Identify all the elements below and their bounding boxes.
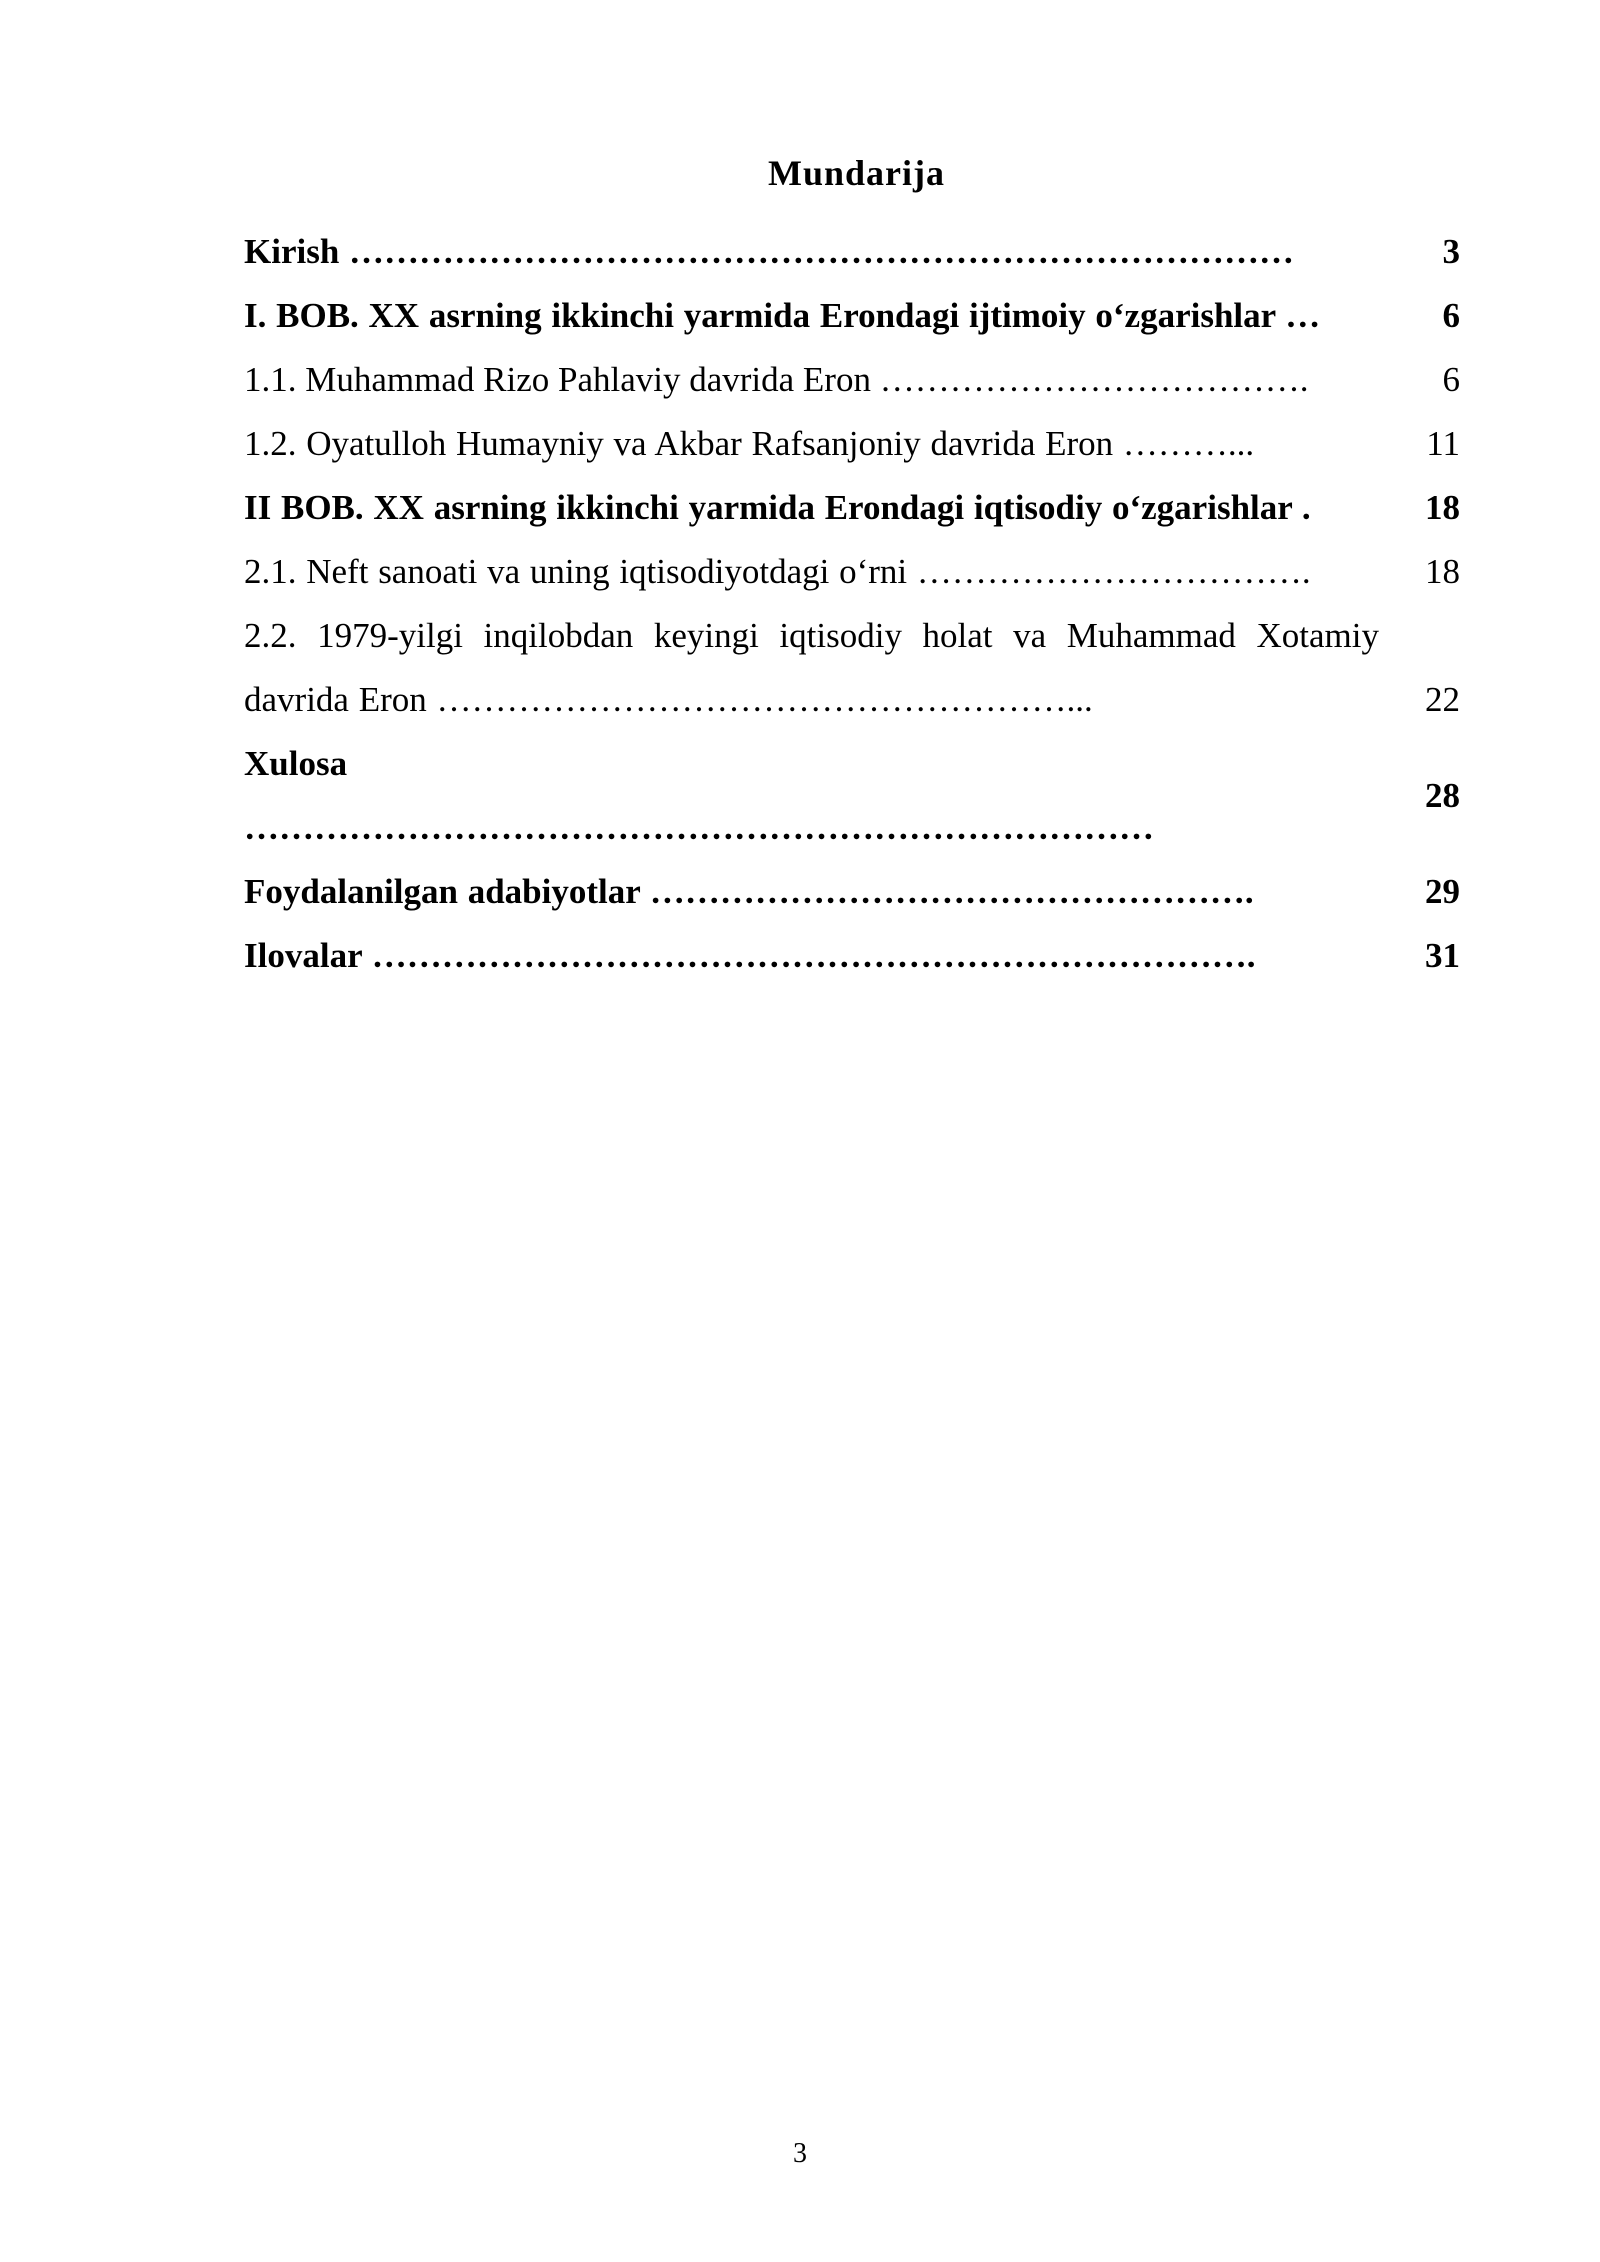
toc-entry-foydalanilgan-adabiyotlar[interactable] xyxy=(244,860,1460,924)
toc-entry-text: Kirish ……………………………………………………………………… xyxy=(244,232,1295,271)
toc-entry-text: I. BOB. XX asrning ikkinchi yarmida Erondagi ijtimoiy o‘zgarishlar … xyxy=(244,296,1321,335)
toc-entry-section-1-1[interactable] xyxy=(244,348,1460,412)
toc-entry-page: 28 xyxy=(1425,776,1460,815)
toc-entry-page: 31 xyxy=(1425,936,1460,975)
toc-entry-chapter-2[interactable] xyxy=(244,476,1460,540)
toc-entry-page: 6 xyxy=(1442,296,1460,335)
toc-entry-text: Xulosa …………………………………………………………………… xyxy=(244,744,1154,847)
toc-entry-ilovalar[interactable] xyxy=(244,924,1460,988)
toc-entry-section-2-1[interactable] xyxy=(244,540,1460,604)
toc-entry-text: 1.2. Oyatulloh Humayniy va Akbar Rafsanjoniy davrida Eron ………... xyxy=(244,424,1255,463)
toc-entry-page: 29 xyxy=(1425,872,1460,911)
toc-entry-text: Foydalanilgan adabiyotlar ……………………………………………. xyxy=(244,872,1254,911)
toc-entry-section-1-2[interactable] xyxy=(244,412,1460,476)
toc-entry-page: 11 xyxy=(1426,424,1460,463)
toc-entry-page: 6 xyxy=(1442,360,1460,399)
toc-entry-chapter-1[interactable] xyxy=(244,284,1460,348)
toc-entry-page: 3 xyxy=(1442,232,1460,271)
toc-entry-xulosa[interactable] xyxy=(244,732,1460,860)
toc-entry-page: 18 xyxy=(1425,488,1460,527)
page-number: 3 xyxy=(793,2138,807,2169)
toc-entry-text: 2.2. 1979-yilgi inqilobdan keyingi iqtisodiy holat va Muhammad Xotamiy davrida Eron ………………………………………………... xyxy=(244,616,1379,719)
toc-entry-text: 2.1. Neft sanoati va uning iqtisodiyotdagi o‘rni ……………………………. xyxy=(244,552,1311,591)
toc-entry-section-2-2[interactable] xyxy=(244,604,1460,732)
table-of-contents xyxy=(244,220,1460,988)
toc-entry-page: 22 xyxy=(1425,680,1460,719)
toc-entry-text: Ilovalar …………………………………………………………………. xyxy=(244,936,1256,975)
toc-entry-page: 18 xyxy=(1425,552,1460,591)
toc-entry-text: 1.1. Muhammad Rizo Pahlaviy davrida Eron ………………………………. xyxy=(244,360,1309,399)
toc-entry-kirish[interactable] xyxy=(244,220,1460,284)
toc-title: Mundarija xyxy=(768,153,946,193)
toc-entry-text: II BOB. XX asrning ikkinchi yarmida Erondagi iqtisodiy o‘zgarishlar . xyxy=(244,488,1311,527)
